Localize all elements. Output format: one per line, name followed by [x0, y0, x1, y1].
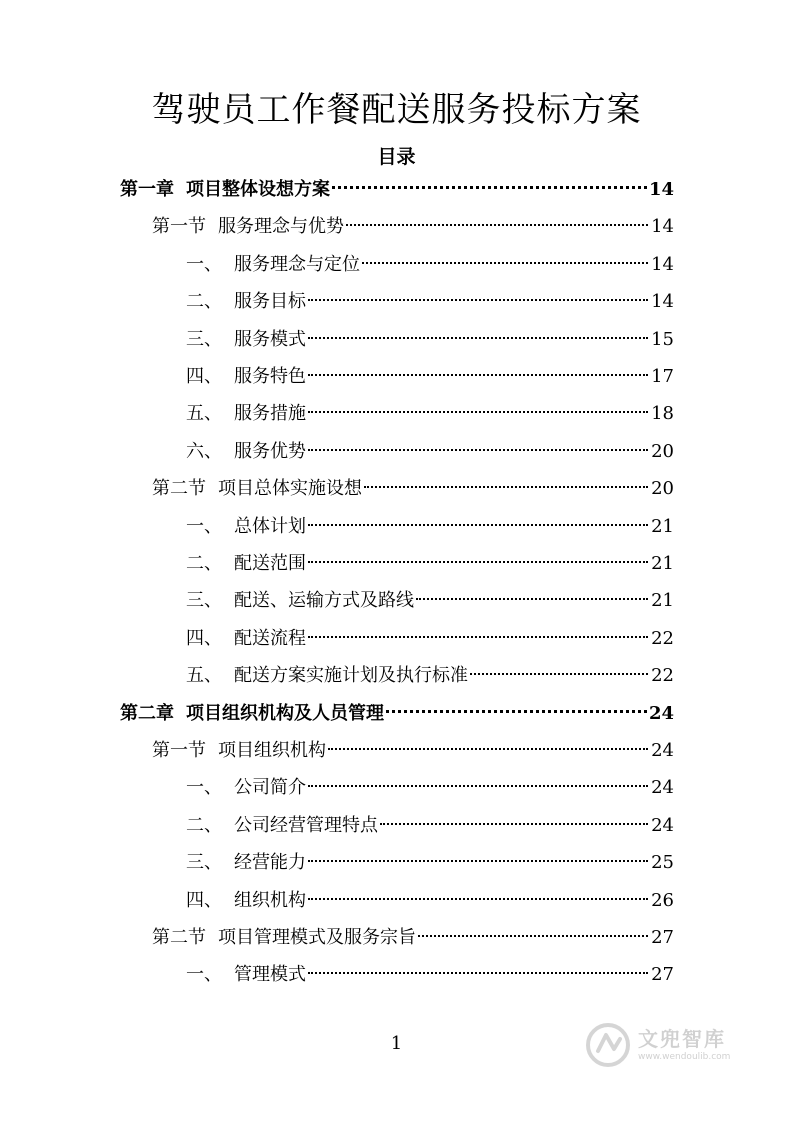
- toc-leader-dots: [386, 710, 647, 713]
- toc-entry[interactable]: [186, 662, 674, 690]
- toc-heading: 目录: [377, 146, 416, 168]
- toc-entry-number: 第二节: [152, 478, 206, 499]
- toc-entry-number: 第二章: [120, 703, 174, 724]
- toc-leader-dots: [308, 524, 648, 526]
- toc-leader-dots: [416, 598, 648, 600]
- toc-leader-dots: [308, 785, 648, 787]
- toc-entry-number: 六、: [186, 441, 222, 462]
- toc-entry-page: 18: [651, 403, 674, 424]
- toc-entry-page: 22: [651, 665, 674, 686]
- toc-leader-dots: [308, 411, 648, 413]
- toc-entry-title: 组织机构: [234, 890, 306, 911]
- toc-entry-number: 四、: [186, 890, 222, 911]
- toc-entry-page: 17: [651, 366, 674, 387]
- toc-entry[interactable]: [152, 737, 674, 765]
- toc-entry-page: 14: [651, 291, 674, 312]
- toc-entry[interactable]: [186, 251, 674, 279]
- toc-leader-dots: [308, 337, 648, 339]
- toc-entry-title: 服务目标: [234, 291, 306, 312]
- toc-entry-title: 公司经营管理特点: [234, 815, 378, 836]
- toc-entry[interactable]: [186, 288, 674, 316]
- toc-entry[interactable]: [186, 812, 674, 840]
- toc-entry-title: 服务理念与定位: [234, 254, 360, 275]
- toc-entry-page: 21: [651, 516, 674, 537]
- toc-entry[interactable]: [152, 924, 674, 952]
- toc-leader-dots: [308, 972, 648, 974]
- toc-entry-number: 二、: [186, 291, 222, 312]
- toc-entry-title: 服务模式: [234, 329, 306, 350]
- page-number: 1: [390, 1033, 403, 1054]
- toc-entry[interactable]: [186, 326, 674, 354]
- toc-entry-title: 项目组织机构: [218, 740, 326, 761]
- toc-entry-number: 一、: [186, 516, 222, 537]
- toc-leader-dots: [308, 449, 648, 451]
- toc-entry-page: 24: [648, 703, 674, 724]
- toc-entry-page: 24: [651, 815, 674, 836]
- toc-entry-title: 配送流程: [234, 628, 306, 649]
- toc-leader-dots: [346, 224, 648, 226]
- toc-entry-number: 四、: [186, 628, 222, 649]
- toc-entry-page: 24: [651, 777, 674, 798]
- toc-entry[interactable]: [120, 176, 674, 204]
- toc-entry-number: 第一节: [152, 216, 206, 237]
- toc-entry-title: 配送方案实施计划及执行标准: [234, 665, 468, 686]
- toc-entry-page: 27: [651, 927, 674, 948]
- toc-entry[interactable]: [186, 961, 674, 989]
- toc-entry-number: 一、: [186, 964, 222, 985]
- toc-entry-page: 15: [651, 329, 674, 350]
- toc-leader-dots: [380, 823, 648, 825]
- toc-entry-title: 服务措施: [234, 403, 306, 424]
- document-title: 驾驶员工作餐配送服务投标方案: [151, 90, 642, 130]
- toc-entry-page: 14: [651, 216, 674, 237]
- toc-leader-dots: [470, 673, 648, 675]
- toc-leader-dots: [332, 186, 647, 189]
- toc-entry-number: 五、: [186, 665, 222, 686]
- toc-leader-dots: [308, 561, 648, 563]
- toc-leader-dots: [308, 898, 648, 900]
- toc-leader-dots: [308, 860, 648, 862]
- toc-entry-number: 三、: [186, 852, 222, 873]
- toc-entry-page: 24: [651, 740, 674, 761]
- toc-entry-title: 经营能力: [234, 852, 306, 873]
- toc-leader-dots: [362, 262, 648, 264]
- wendou-logo-icon: [584, 1021, 632, 1069]
- toc-entry-page: 26: [651, 890, 674, 911]
- toc-entry-number: 一、: [186, 254, 222, 275]
- toc-entry-title: 服务理念与优势: [218, 216, 344, 237]
- toc-entry-title: 服务特色: [234, 366, 306, 387]
- toc-entry-number: 二、: [186, 553, 222, 574]
- toc-entry-title: 总体计划: [234, 516, 306, 537]
- toc-leader-dots: [364, 486, 648, 488]
- toc-entry[interactable]: [186, 363, 674, 391]
- toc-entry[interactable]: [120, 700, 674, 728]
- toc-entry-number: 三、: [186, 329, 222, 350]
- toc-entry-title: 项目组织机构及人员管理: [186, 703, 384, 724]
- toc-leader-dots: [418, 935, 648, 937]
- toc-entry-page: 22: [651, 628, 674, 649]
- toc-entry-title: 项目总体实施设想: [218, 478, 362, 499]
- toc-entry[interactable]: [186, 400, 674, 428]
- toc-entry-number: 二、: [186, 815, 222, 836]
- toc-entry-number: 第二节: [152, 927, 206, 948]
- watermark-brand: 文兜智库: [638, 1027, 726, 1051]
- toc-entry-title: 项目整体设想方案: [186, 179, 330, 200]
- toc-entry[interactable]: [152, 213, 674, 241]
- toc-entry-title: 配送范围: [234, 553, 306, 574]
- toc-entry-title: 管理模式: [234, 964, 306, 985]
- toc-entry-number: 第一节: [152, 740, 206, 761]
- watermark: [584, 1018, 764, 1072]
- toc-entry-number: 第一章: [120, 179, 174, 200]
- toc-leader-dots: [328, 748, 648, 750]
- toc-entry-number: 一、: [186, 777, 222, 798]
- toc-entry[interactable]: [186, 849, 674, 877]
- toc-entry-title: 公司简介: [234, 777, 306, 798]
- toc-entry-number: 三、: [186, 590, 222, 611]
- toc-entry-title: 配送、运输方式及路线: [234, 590, 414, 611]
- toc-entry-page: 25: [651, 852, 674, 873]
- toc-entry[interactable]: [186, 513, 674, 541]
- toc-entry-page: 21: [651, 590, 674, 611]
- toc-entry[interactable]: [186, 438, 674, 466]
- toc-entry-page: 21: [651, 553, 674, 574]
- toc-entry[interactable]: [186, 625, 674, 653]
- toc-entry-page: 20: [651, 478, 674, 499]
- toc-entry-number: 五、: [186, 403, 222, 424]
- toc-entry[interactable]: [152, 475, 674, 503]
- toc-entry[interactable]: [186, 774, 674, 802]
- toc-entry-title: 服务优势: [234, 441, 306, 462]
- toc-entry[interactable]: [186, 550, 674, 578]
- toc-leader-dots: [308, 374, 648, 376]
- toc-entry[interactable]: [186, 887, 674, 915]
- toc-entry-page: 14: [651, 254, 674, 275]
- toc-leader-dots: [308, 636, 648, 638]
- toc-entry-page: 27: [651, 964, 674, 985]
- toc-entry-number: 四、: [186, 366, 222, 387]
- watermark-url: www.wendoulib.com: [638, 1052, 731, 1062]
- toc-entry-title: 项目管理模式及服务宗旨: [218, 927, 416, 948]
- toc-leader-dots: [308, 299, 648, 301]
- toc-entry-page: 20: [651, 441, 674, 462]
- toc-entry[interactable]: [186, 587, 674, 615]
- toc-entry-page: 14: [648, 179, 674, 200]
